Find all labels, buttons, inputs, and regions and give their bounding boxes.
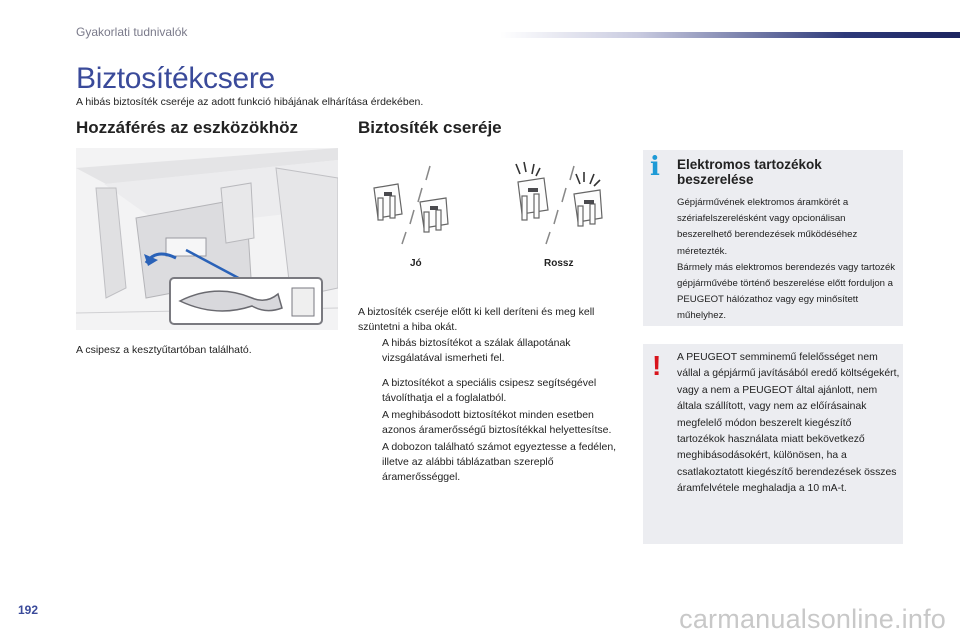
fuse-label-good: Jó bbox=[410, 258, 422, 269]
info-box-body: Gépjárművének elektromos áramkörét a szériafelszerelésként vagy opcionálisan beszerelhető berendezések működéséhez méretezték. Bármely más elektromos berendezés vagy tartozék gépjárművébe történő beszerelése előtt forduljon a PEUGEOT hálózathoz vagy egy minősített műhelyhez. bbox=[677, 197, 896, 322]
watermark: carmanualsonline.info bbox=[679, 604, 946, 634]
info-icon: i bbox=[650, 152, 660, 182]
fuse-illustration bbox=[362, 158, 612, 263]
fuse-label-bad: Rossz bbox=[544, 258, 574, 269]
replace-steps-list bbox=[358, 336, 626, 487]
page-subtitle: A hibás biztosíték cseréje az adott funkció hibájának elhárítása érdekében. bbox=[76, 96, 424, 108]
access-caption: A csipesz a kesztyűtartóban található. bbox=[76, 344, 252, 356]
replace-heading: Biztosíték cseréje bbox=[358, 118, 502, 137]
header-decorative-bar bbox=[500, 32, 960, 38]
warning-icon: ! bbox=[652, 350, 662, 381]
list-item: A hibás biztosítékot a szálak állapotának vizsgálatával ismerheti fel. bbox=[382, 337, 571, 364]
access-heading: Hozzáférés az eszközökhöz bbox=[76, 118, 299, 137]
page-number: 192 bbox=[18, 603, 39, 617]
page-title: Biztosítékcsere bbox=[76, 62, 275, 95]
info-box-title: Elektromos tartozékok beszerelése bbox=[677, 157, 822, 187]
warning-box-body: A PEUGEOT semminemű felelősséget nem vállal a gépjármű javításából eredő költségekért, vagy a nem a PEUGEOT által ajánlott, nem általa szállított, vagy nem az előírásainak megfelelő módon beszerelt kiegészítő tartozékok használata miatt bekövetkező meghibásodásokért, különösen, ha a csatlakoztatott kiegészítő berendezések összes áramfelvétele meghaladja a 10 mA-t. bbox=[677, 352, 900, 495]
list-item: A biztosítékot a speciális csipesz segítségével távolíthatja el a foglalatból. bbox=[382, 377, 597, 404]
replace-intro: A biztosíték cseréje előtt ki kell deríteni és meg kell szüntetni a hiba okát. bbox=[358, 306, 595, 333]
list-item: A dobozon található számot egyeztesse a fedélen, illetve az alábbi táblázatban szereplő áramerősséggel. bbox=[382, 441, 617, 483]
list-item: A meghibásodott biztosítékot minden esetben azonos áramerősségű biztosítékkal helyettesítse. bbox=[382, 409, 612, 436]
glovebox-photo bbox=[76, 148, 338, 330]
section-header: Gyakorlati tudnivalók bbox=[76, 25, 188, 39]
